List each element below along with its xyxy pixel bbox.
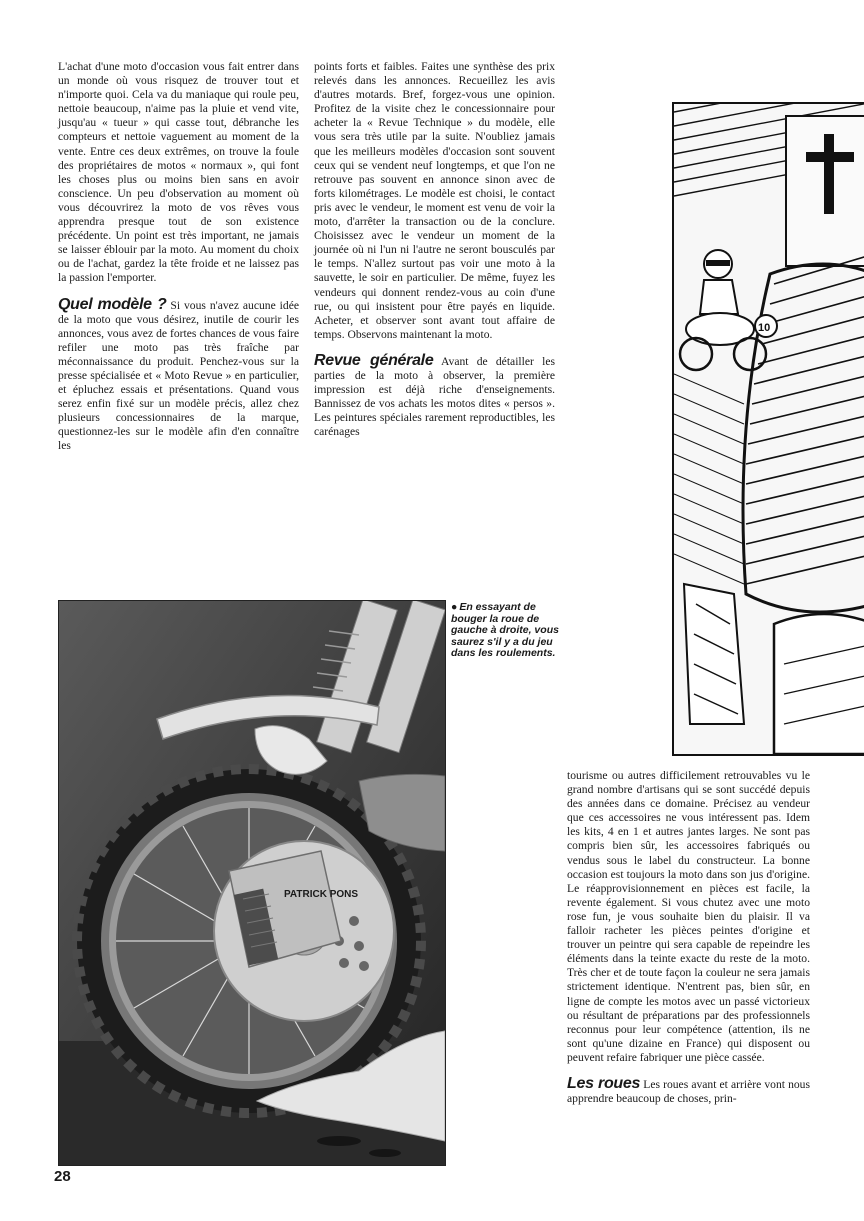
continued-paragraph: points forts et faibles. Faites une synthèse des prix relevés dans les annonces. Recueillez les avis d'autres motards. Bref, forgez-vous une opinion. Profitez de la visite chez le concessionnaire pour acheter la « Revue Technique » du modèle, elle vous sera très utile par la suite. N'oubliez jamais que les meilleurs modèles d'occasion sont souvent ceux qui se vendent neuf longtemps, et que l'on ne retrouve pas souvent en annonce sinon avec de forts kilométrages. Le modèle est choisi, le contact pris avec le vendeur, le moment est venu de voir la moto, d'arrêter la transaction ou de la conclure. Choisissez avec le vendeur un moment de la journée où ni l'un ni l'autre ne seront bousculés par le temps. N'allez surtout pas voir une moto à la sauvette, le soir en particulier. De même, fuyez les vendeurs qui donnent rendez-vous au coin d'une rue, ou qui insistent pour être payés en liquide. Acheter, et observer sont avant tout affaire de temps. Observons maintenant la moto. [314,60,555,341]
section-quel-modele [58,295,299,454]
continued-paragraph-col3: tourisme ou autres difficilement retrouvables vu le grand nombre d'artisans qui se sont succédé depuis des années dans ce domaine. Précisez au vendeur que ces accessoires ne vous intéressent pas. Idem les kits, 4 en 1 et autres jantes larges. Ne sont pas compris bien sûr, les accessoires fabriqués ou vendus sous le label du constructeur. La bonne occasion est toujours la moto dans son jus d'origine. Le réapprovisionnement en pièces est facile, la revente également. Si vous chutez avec une moto rose fun, je vous souhaite bien du plaisir. Il va falloir racheter les pièces peintes d'origine et trouver un peintre qui sera capable de repeindre les éléments dans la teinte exacte du reste de la moto. Très cher et de toute façon la couleur ne sera jamais strictement identique. N'entrent pas, bien sûr, en ligne de compte les motos avec un passé victorieux ou résultant de préparations par des professionnels reconnus pour leur compétence (attention, ils ne sont qu'une dizaine en France) qui disposent ou peuvent refaire fabriquer une pièce cassée. [567,769,810,1064]
cartoon-illustration [672,102,864,756]
cemetery-cartoon-drawing [674,104,864,754]
wheel-photo-drawing [59,601,445,1165]
subheading-revue-generale: Revue générale [314,351,434,369]
intro-paragraph: L'achat d'une moto d'occasion vous fait entrer dans un monde où vous risquez de trouver tout et n'importe quoi. Cela va du maniaque qui roule peu, nettoie beaucoup, n'aime pas la pluie et vend vite, jusqu'au « tueur » qui casse tout, débranche les compteurs et nettoie vaguement au moment de la vente. Entre ces deux extrêmes, on trouve la foule des propriétaires de motos « normaux », qui font les choses plus ou moins bien sans en avoir conscience. Un peu d'observation au moment où vous découvrirez la moto de vos rêves vous apprendra presque tout de son existence précédente. Un point est très important, ne jamais se laisser éblouir par la moto. Au moment du choix ou de l'achat, gardez la tête froide et ne laissez pas la passion l'emporter. [58,60,299,285]
text-column-1 [58,60,299,454]
subheading-les-roues: Les roues [567,1074,641,1092]
caption-bullet-icon: ● [451,601,458,613]
text-column-2 [314,60,555,439]
section-les-roues [567,1074,810,1106]
text-column-3 [567,769,810,1106]
page-number: 28 [54,1168,71,1185]
mudguard-label: PATRICK PONS [284,889,359,900]
section-quel-modele-text: Si vous n'avez aucune idée de la moto que vous désirez, inutile de courir les annonces, vous avez de fortes chances de vous faire refiler une moto pas très fraîche par méconnaissance du produit. Penchez-vous sur la presse spécialisée et « Moto Revue » en particulier, et épluchez essais et présentations. Quand vous serez enfin fixé sur un modèle précis, allez chez plusieurs concessionnaires de la marque, questionnez-les sur le modèle afin d'en connaître les [58,298,299,453]
section-revue-generale-text: Avant de détailler les parties de la moto à observer, la première impression est déjà riche d'enseignements. Bannissez de vos achats les motos dites « persos ». Les peintures spéciales rarement reproductibles, les carénages [314,354,555,439]
subheading-quel-modele: Quel modèle ? [58,295,167,313]
photo-caption [451,602,563,660]
photo-caption-text: En essayant de bouger la roue de gauche à droite, vous saurez s'il y a du jeu dans les roulements. [451,601,559,660]
motorcycle-wheel-photo [58,600,446,1166]
section-revue-generale [314,351,555,440]
section-les-roues-text: Les roues avant et arrière vont nous apprendre beaucoup de choses, prin- [567,1077,810,1106]
plate-number: 10 [758,322,771,334]
